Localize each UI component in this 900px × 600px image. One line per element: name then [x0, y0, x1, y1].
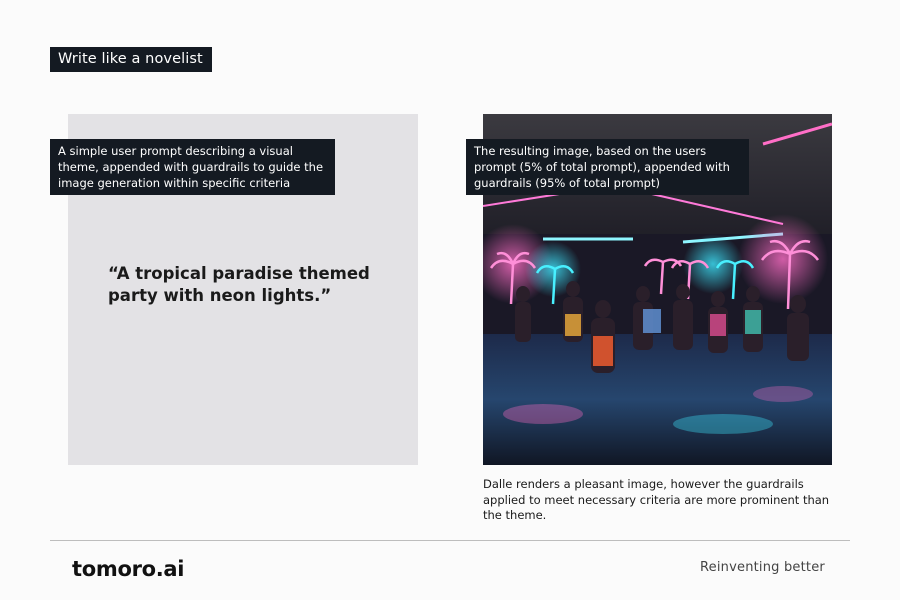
prompt-label: A simple user prompt describing a visual theme, appended with guardrails to guide the image generation within specific criteria [50, 139, 335, 195]
slide-title: Write like a novelist [50, 47, 212, 72]
brand-tagline: Reinventing better [700, 560, 825, 575]
brand-logo: tomoro.ai [72, 557, 185, 581]
result-label: The resulting image, based on the users prompt (5% of total prompt), appended with guardrails (95% of total prompt) [466, 139, 749, 195]
result-caption: Dalle renders a pleasant image, however the guardrails applied to meet necessary criteria are more prominent than the theme. [483, 477, 830, 522]
prompt-quote: “A tropical paradise themed party with neon lights.” [108, 264, 370, 305]
footer-divider [50, 540, 850, 541]
